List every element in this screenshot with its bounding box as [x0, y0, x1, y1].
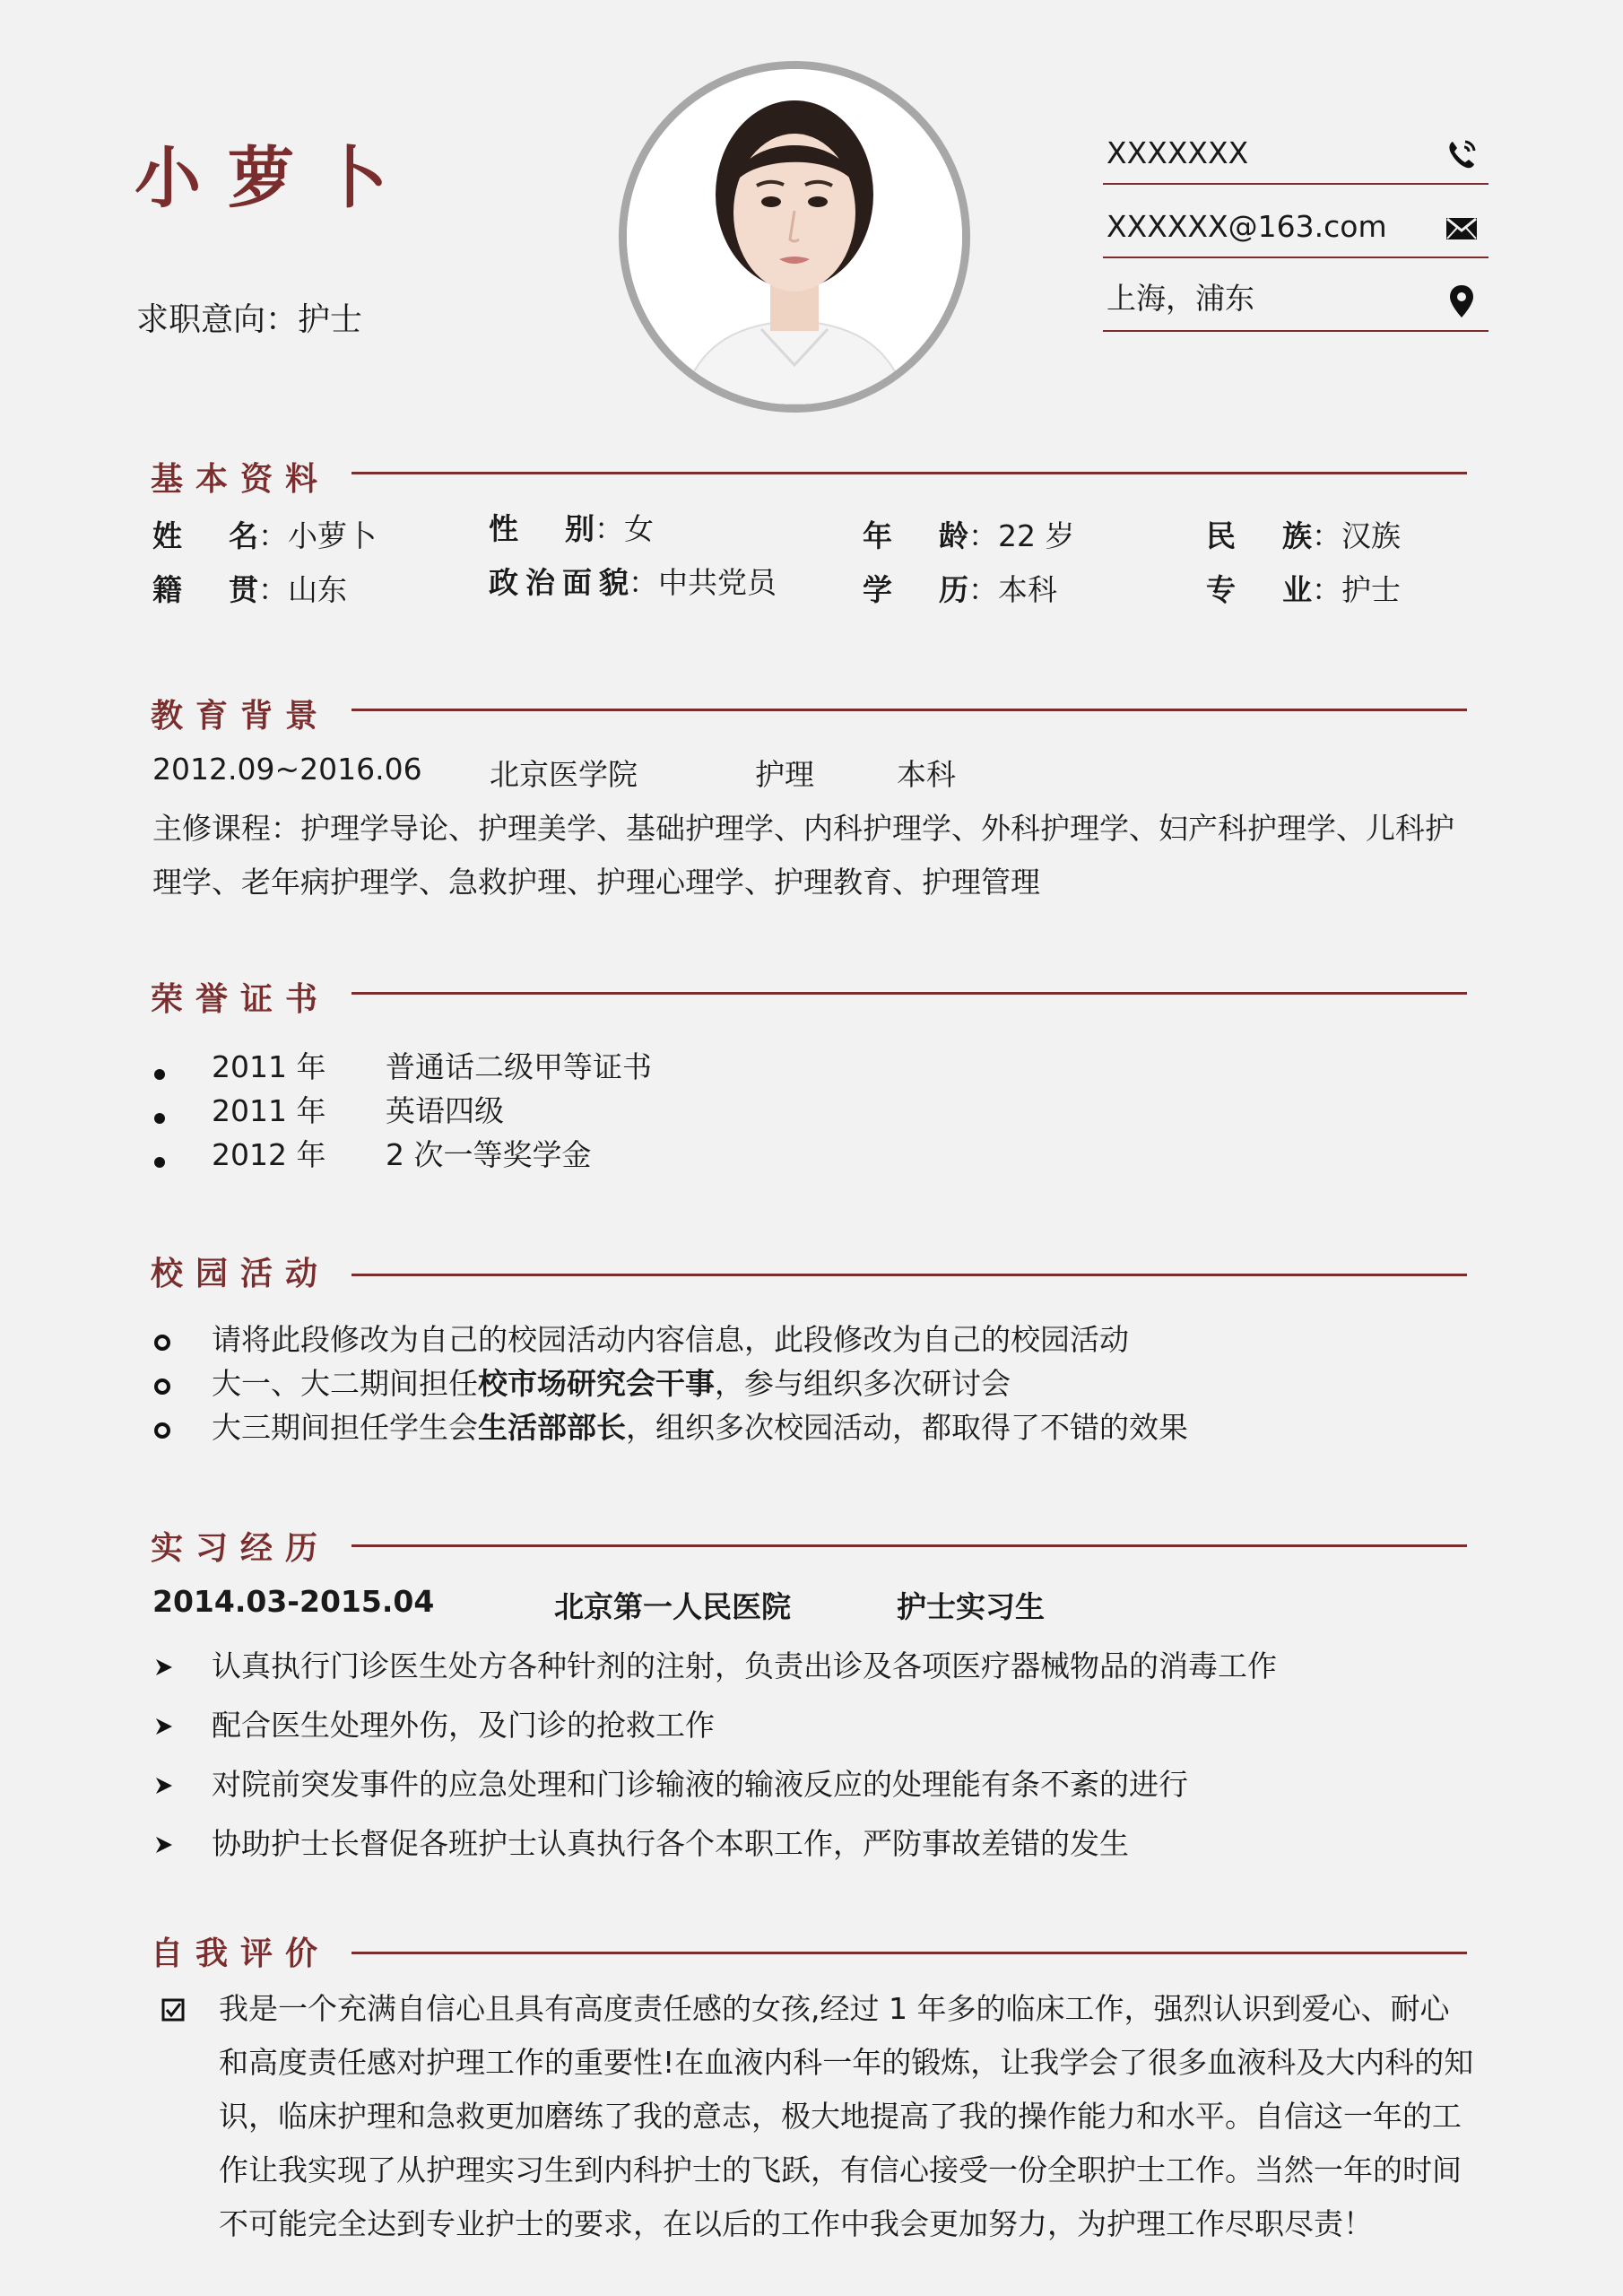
portrait-icon [627, 69, 962, 404]
section-title-campus: 校园活动 [151, 1256, 331, 1292]
campus-item [212, 1405, 1188, 1447]
intern-hospital: 北京第一人民医院 [554, 1589, 791, 1624]
campus-text: 大三期间担任学生会 [212, 1410, 478, 1445]
contact-email [1103, 187, 1488, 258]
section-title-basic: 基本资料 [151, 461, 331, 498]
field-age: 年龄：22 岁 [863, 513, 1074, 555]
field-value: 汉族 [1341, 518, 1401, 553]
bullet-dot [154, 1069, 165, 1080]
honor-year: 2011 年 [212, 1049, 326, 1084]
intern-period: 2014.03-2015.04 [152, 1584, 435, 1619]
job-intent: 求职意向：护士 [136, 301, 363, 338]
field-value: 22 岁 [998, 518, 1075, 553]
field-label: 姓名 [152, 518, 258, 553]
contact-location [1103, 260, 1488, 332]
edu-degree: 本科 [897, 757, 956, 792]
field-label: 政治面貌 [489, 565, 629, 600]
section-divider [352, 472, 1467, 474]
honor-title: 2 次一等奖学金 [386, 1137, 592, 1172]
section-title-education: 教育背景 [151, 698, 331, 735]
section-divider [352, 1952, 1467, 1954]
campus-text: 大一、大二期间担任 [212, 1366, 478, 1401]
field-value: 山东 [288, 572, 347, 607]
honor-year: 2011 年 [212, 1093, 326, 1128]
section-divider [352, 1274, 1467, 1276]
field-value: 本科 [998, 572, 1057, 607]
arrow-bullet-icon [154, 1657, 174, 1677]
email-text: XXXXXX@163.com [1107, 209, 1387, 244]
field-origin: 籍贯：山东 [152, 567, 347, 609]
location-text: 上海，浦东 [1107, 281, 1254, 316]
self-eval-text: 我是一个充满自信心且具有高度责任感的女孩,经过 1 年多的临床工作，强烈认识到爱心、耐心和高度责任感对护理工作的重要性!在血液内科一年的锻炼，让我学会了很多血液科及大内科的知识，临床护理和急救更加磨练了我的意志，极大地提高了我的操作能力和水平。自信这一年的工作让我实现了从护理实习生到内科护士的飞跃，有信心接受一份全职护士工作。当然一年的时间不可能完全达到专业护士的要求，在以后的工作中我会更加努力，为护理工作尽职尽责！ [219, 1991, 1474, 2241]
field-name: 姓名：小萝卜 [152, 513, 377, 555]
edu-courses-line1: 主修课程：护理学导论、护理美学、基础护理学、内科护理学、外科护理学、妇产科护理学、儿科护 [152, 811, 1454, 846]
mail-icon [1444, 210, 1480, 246]
field-value: 中共党员 [658, 565, 777, 600]
bullet-ring [154, 1422, 170, 1439]
intern-item: 配合医生处理外伤，及门诊的抢救工作 [212, 1708, 715, 1743]
field-label: 籍贯 [152, 572, 258, 607]
resume-name: 小萝卜 [135, 140, 414, 217]
campus-item [212, 1361, 1011, 1403]
field-value: 护士 [1341, 572, 1401, 607]
field-label: 学历 [863, 572, 968, 607]
campus-item: 请将此段修改为自己的校园活动内容信息，此段修改为自己的校园活动 [212, 1322, 1129, 1357]
field-label: 专业 [1206, 572, 1312, 607]
intern-role: 护士实习生 [897, 1589, 1045, 1624]
arrow-bullet-icon [154, 1835, 174, 1855]
honor-title: 普通话二级甲等证书 [386, 1049, 652, 1084]
bullet-dot [154, 1157, 165, 1168]
honor-year: 2012 年 [212, 1137, 326, 1172]
field-gender: 性别：女 [489, 506, 654, 548]
section-title-internship: 实习经历 [151, 1530, 331, 1567]
section-title-self-eval: 自我评价 [151, 1935, 331, 1972]
field-major: 专业：护士 [1206, 567, 1401, 609]
bullet-ring [154, 1378, 170, 1395]
field-value: 女 [624, 511, 654, 546]
location-pin-icon [1444, 283, 1480, 319]
intern-item: 协助护士长督促各班护士认真执行各个本职工作，严防事故差错的发生 [212, 1826, 1129, 1861]
phone-icon [1444, 136, 1480, 172]
edu-major: 护理 [755, 757, 814, 792]
field-ethnic: 民族：汉族 [1206, 513, 1401, 555]
bullet-dot [154, 1113, 165, 1124]
intern-item: 对院前突发事件的应急处理和门诊输液的输液反应的处理能有条不紊的进行 [212, 1767, 1188, 1802]
field-politics: 政治面貌：中共党员 [489, 560, 777, 602]
arrow-bullet-icon [154, 1717, 174, 1736]
campus-role: 校市场研究会干事 [478, 1366, 715, 1401]
campus-text: ，组织多次校园活动，都取得了不错的效果 [626, 1410, 1188, 1445]
edu-period: 2012.09~2016.06 [152, 752, 422, 787]
honor-title: 英语四级 [386, 1093, 504, 1128]
arrow-bullet-icon [154, 1776, 174, 1796]
field-label: 民族 [1206, 518, 1312, 553]
section-divider [352, 1544, 1467, 1547]
field-label: 年龄 [863, 518, 968, 553]
section-divider [352, 992, 1467, 995]
edu-courses-line2: 理学、老年病护理学、急救护理、护理心理学、护理教育、护理管理 [152, 865, 1040, 900]
intern-item: 认真执行门诊医生处方各种针剂的注射，负责出诊及各项医疗器械物品的消毒工作 [212, 1648, 1277, 1683]
campus-text: ，参与组织多次研讨会 [715, 1366, 1011, 1401]
portrait-photo [619, 61, 970, 413]
bullet-ring [154, 1335, 170, 1351]
campus-role: 生活部部长 [478, 1410, 626, 1445]
edu-school: 北京医学院 [490, 757, 638, 792]
field-value: 小萝卜 [288, 518, 377, 553]
phone-text: XXXXXXX [1107, 135, 1249, 170]
contact-phone [1103, 113, 1488, 185]
section-title-honors: 荣誉证书 [151, 981, 331, 1018]
field-degree: 学历：本科 [863, 567, 1057, 609]
field-label: 性别 [489, 511, 595, 546]
checkbox-checked-icon [161, 1998, 185, 2022]
section-divider [352, 709, 1467, 711]
